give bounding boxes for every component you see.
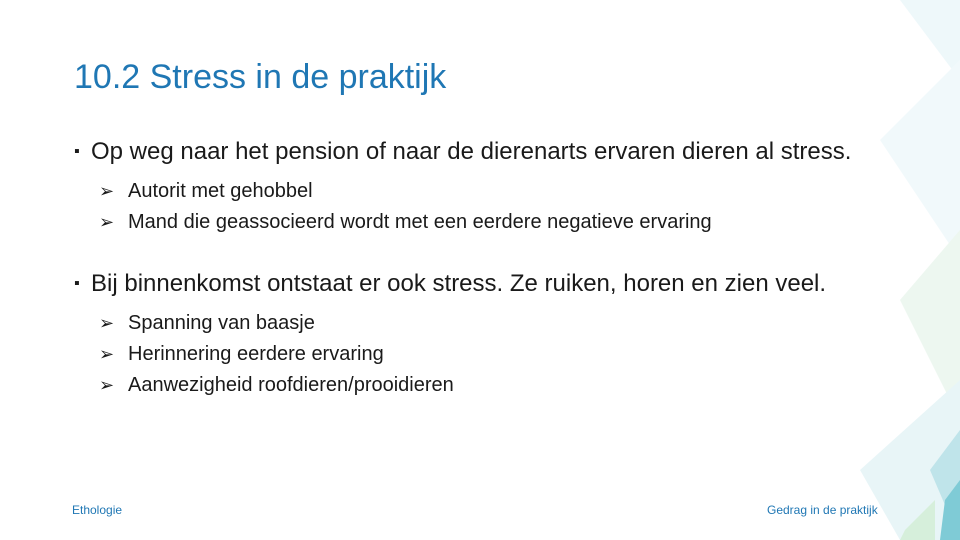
sub-bullet-item bbox=[74, 370, 904, 401]
sub-bullet-text: Aanwezigheid roofdieren/prooidieren bbox=[128, 374, 454, 396]
sub-bullet-text: Autorit met gehobbel bbox=[128, 180, 313, 202]
bullet-block bbox=[74, 268, 904, 401]
sub-bullet-text: Mand die geassocieerd wordt met een eerdere negatieve ervaring bbox=[128, 211, 712, 233]
sub-bullet-item bbox=[74, 339, 904, 370]
arrow-bullet-icon: ➢ bbox=[99, 212, 115, 232]
sub-bullet-list bbox=[74, 308, 904, 401]
bullet-list bbox=[74, 136, 904, 401]
footer-course-label: Ethologie bbox=[72, 503, 123, 517]
square-bullet-icon: ▪ bbox=[74, 143, 80, 160]
bullet-text: Op weg naar het pension of naar de dierenarts ervaren dieren al stress. bbox=[91, 138, 852, 165]
arrow-bullet-icon: ➢ bbox=[99, 313, 115, 333]
sub-bullet-item bbox=[74, 207, 904, 238]
sub-bullet-text: Herinnering eerdere ervaring bbox=[128, 343, 384, 365]
deco-triangle bbox=[900, 0, 960, 80]
sub-bullet-item bbox=[74, 308, 904, 339]
bullet-text: Bij binnenkomst ontstaat er ook stress. Ze ruiken, horen en zien veel. bbox=[91, 270, 827, 297]
footer-chapter-label: Gedrag in de praktijk bbox=[767, 503, 878, 517]
sub-bullet-text: Spanning van baasje bbox=[128, 312, 315, 334]
sub-bullet-list bbox=[74, 176, 904, 238]
slide-title: 10.2 Stress in de praktijk bbox=[74, 58, 447, 96]
arrow-bullet-icon: ➢ bbox=[99, 344, 115, 364]
arrow-bullet-icon: ➢ bbox=[99, 375, 115, 395]
bullet-item bbox=[74, 268, 904, 299]
arrow-bullet-icon: ➢ bbox=[99, 181, 115, 201]
sub-bullet-item bbox=[74, 176, 904, 207]
bullet-block bbox=[74, 136, 904, 238]
bullet-item bbox=[74, 136, 904, 167]
square-bullet-icon: ▪ bbox=[74, 275, 80, 292]
